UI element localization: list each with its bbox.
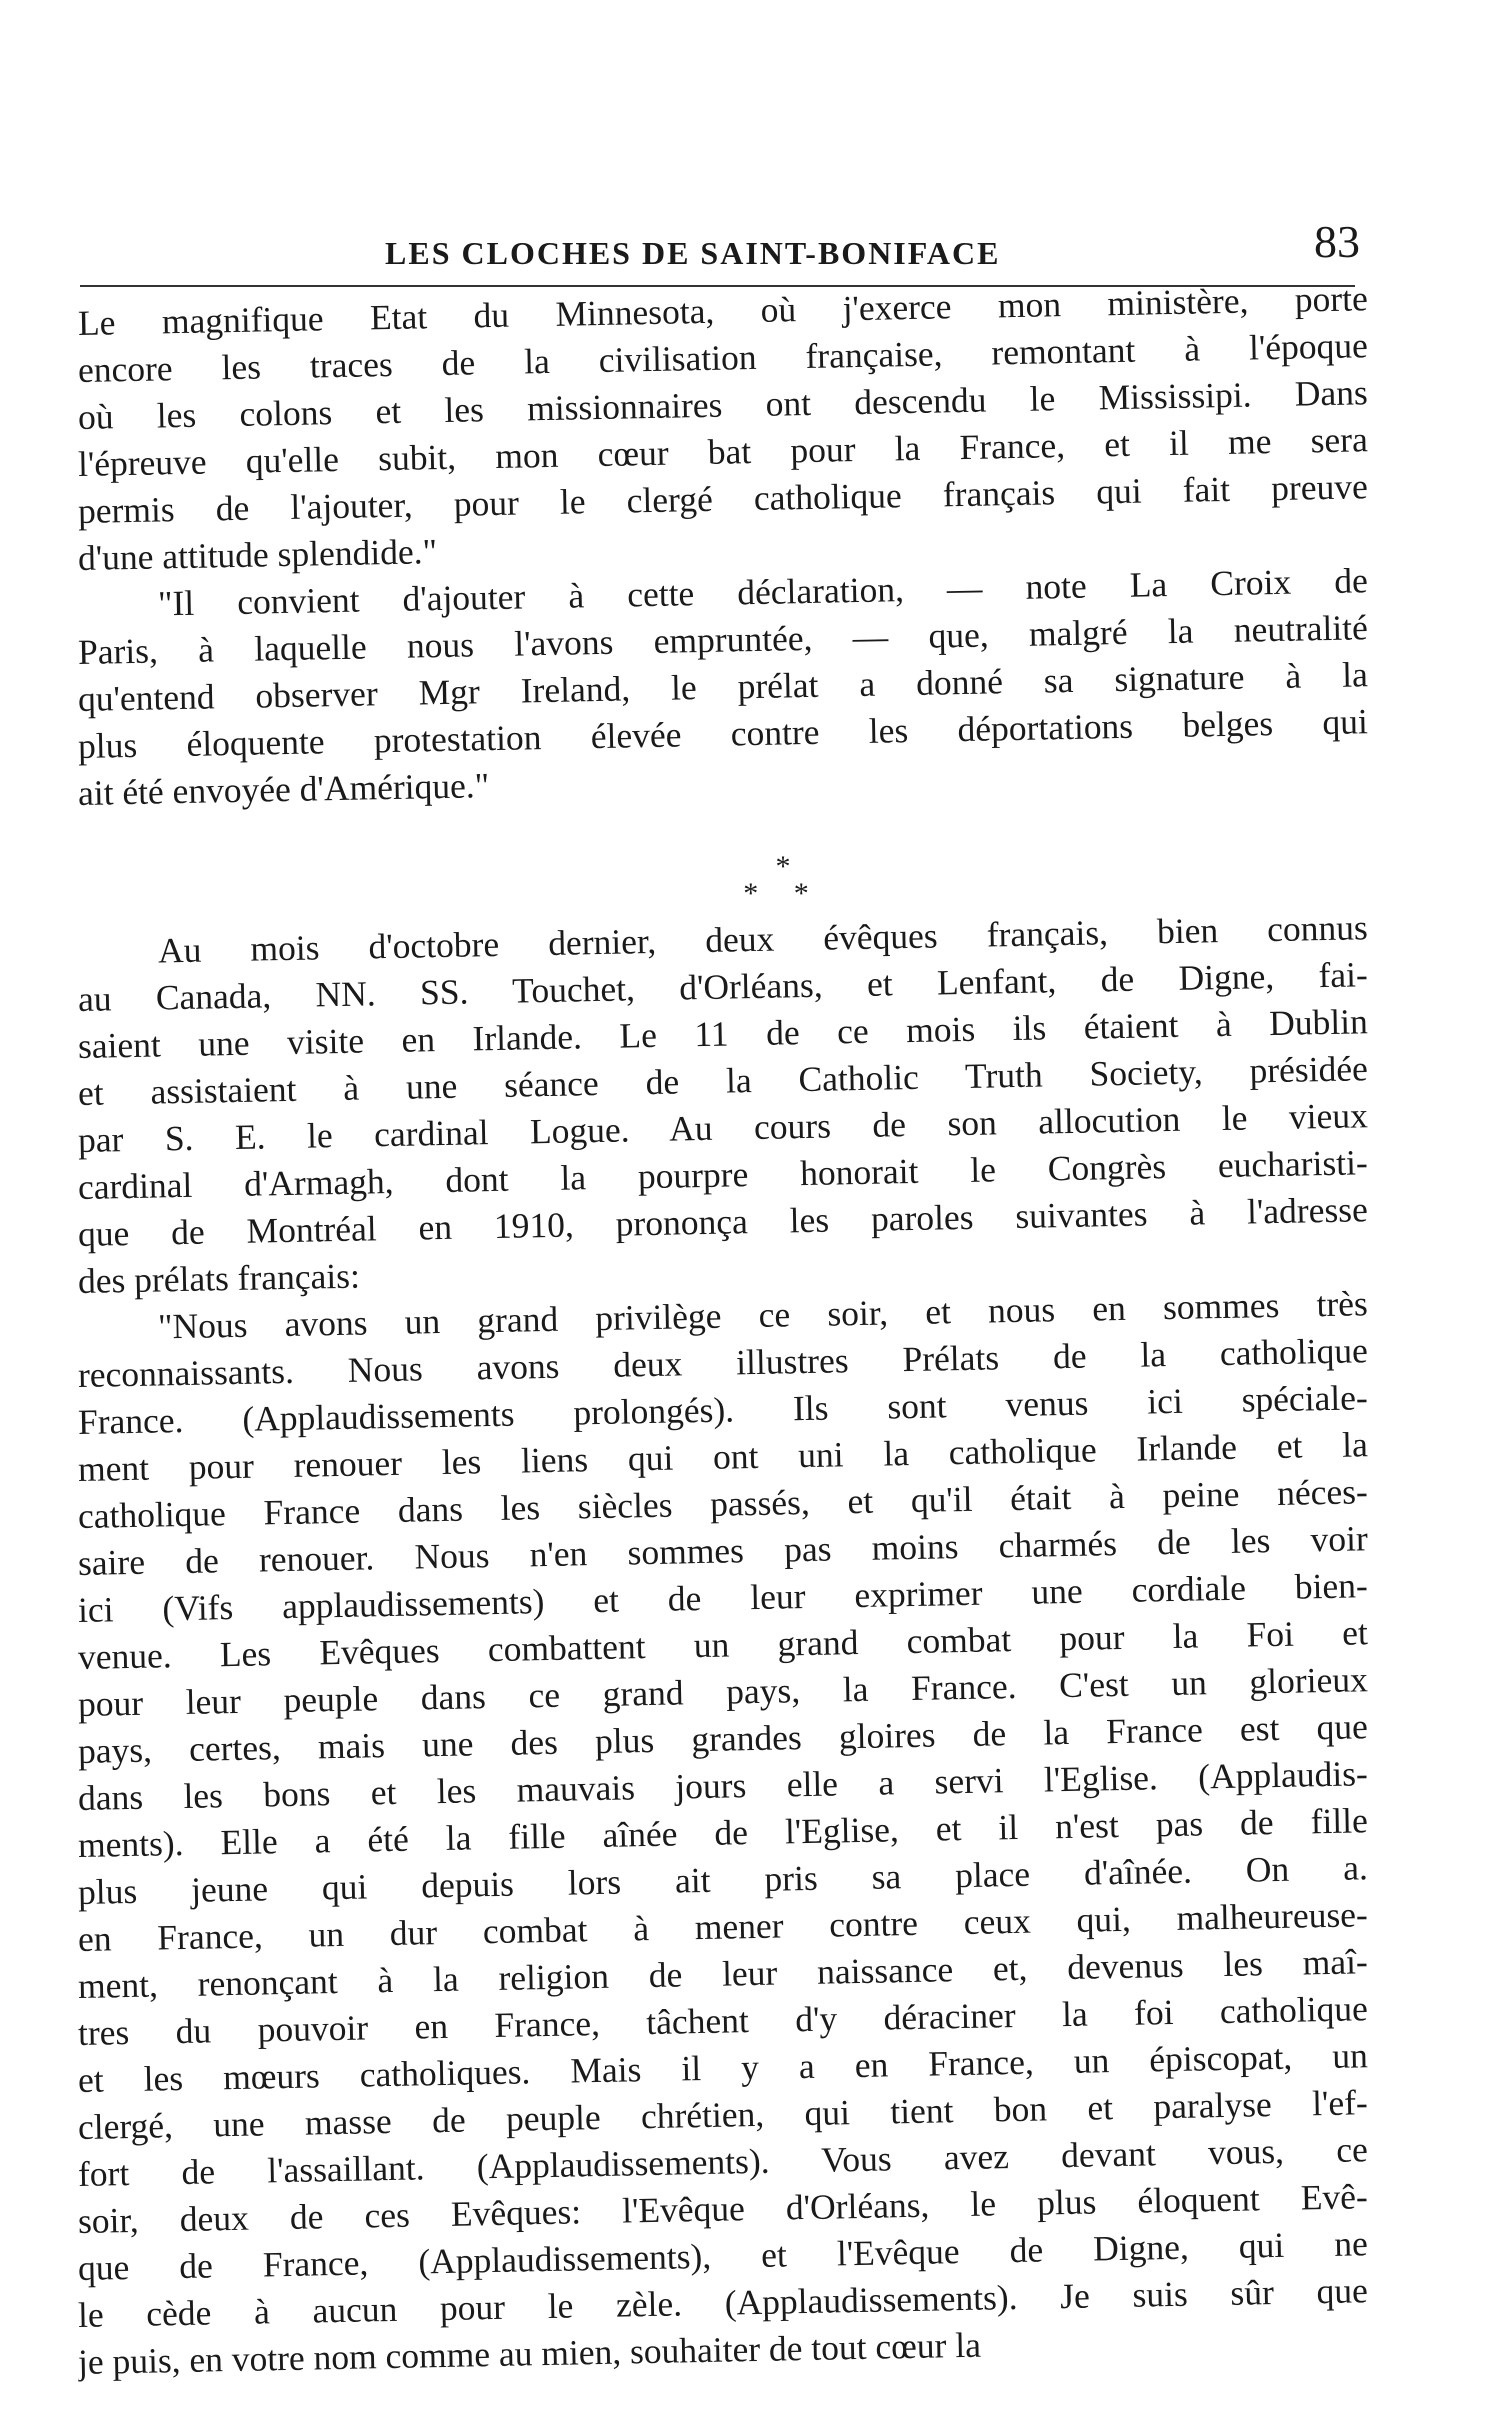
- text-line: plus éloquente protestation élevée contre les déportations belges qui: [77, 701, 1369, 766]
- text-line: France. (Applaudissements prolongés). Ils sont venus ici spéciale-: [77, 1377, 1369, 1442]
- text-line: venue. Les Evêques combattent un grand combat pour la Foi et: [77, 1612, 1369, 1677]
- text-line: tres du pouvoir en France, tâchent d'y déraciner la foi catholique: [77, 1988, 1369, 2053]
- section-ornament: [78, 850, 1368, 911]
- text-line: et les mœurs catholiques. Mais il y a en France, un épiscopat, un: [77, 2035, 1369, 2100]
- text-line: Au mois d'octobre dernier, deux évêques français, bien connus: [157, 907, 1369, 971]
- text-line: saire de renouer. Nous n'en sommes pas moins charmés de les voir: [77, 1518, 1369, 1583]
- text-line: soir, deux de ces Evêques: l'Evêque d'Orléans, le plus éloquent Evê-: [77, 2176, 1369, 2241]
- page-header: [80, 205, 1360, 285]
- text-line: des prélats français:: [77, 1255, 361, 1301]
- text-line: ment pour renouer les liens qui ont uni la catholique Irlande et la: [77, 1424, 1369, 1489]
- text-line: encore les traces de la civilisation française, remontant à l'époque: [77, 325, 1369, 390]
- text-line: je puis, en votre nom comme au mien, souhaiter de tout cœur la: [77, 2324, 982, 2382]
- text-line: saient une visite en Irlande. Le 11 de ce mois ils étaient à Dublin: [77, 1001, 1369, 1066]
- text-line: que de France, (Applaudissements), et l'Evêque de Digne, qui ne: [77, 2223, 1369, 2288]
- text-line: ait été envoyée d'Amérique.": [77, 765, 490, 813]
- text-line: permis de l'ajouter, pour le clergé catholique français qui fait preuve: [77, 466, 1369, 531]
- text-line: Le magnifique Etat du Minnesota, où j'exerce mon ministère, porte: [77, 278, 1369, 343]
- text-line: "Nous avons un grand privilège ce soir, et nous en sommes très: [157, 1283, 1369, 1347]
- text-line: qu'entend observer Mgr Ireland, le prélat a donné sa signature à la: [77, 654, 1369, 719]
- text-line: catholique France dans les siècles passés, et qu'il était à peine néces-: [77, 1471, 1369, 1536]
- spacer: [78, 817, 1368, 857]
- asterism-bottom: * *: [743, 877, 823, 910]
- text-line: "Il convient d'ajouter à cette déclaration, — note La Croix de: [157, 560, 1369, 624]
- text-line: Paris, à laquelle nous l'avons empruntée, — que, malgré la neutralité: [77, 607, 1369, 672]
- body-text: [77, 278, 1369, 2386]
- text-line: que de Montréal en 1910, prononça les paroles suivantes à l'adresse: [77, 1189, 1369, 1254]
- text-line: dans les bons et les mauvais jours elle a servi l'Eglise. (Applaudis-: [77, 1753, 1369, 1818]
- text-line: plus jeune qui depuis lors ait pris sa place d'aînée. On a.: [77, 1847, 1369, 1912]
- text-line: d'une attitude splendide.": [77, 531, 438, 578]
- text-line: cardinal d'Armagh, dont la pourpre honorait le Congrès eucharisti-: [77, 1142, 1369, 1207]
- text-line: fort de l'assaillant. (Applaudissements). Vous avez devant vous, ce: [77, 2129, 1369, 2194]
- text-line: ments). Elle a été la fille aînée de l'Eglise, et il n'est pas de fille: [77, 1800, 1369, 1865]
- text-line: clergé, une masse de peuple chrétien, qui tient bon et paralyse l'ef-: [77, 2082, 1369, 2147]
- text-line: pays, certes, mais une des plus grandes gloires de la France est que: [77, 1706, 1369, 1771]
- text-line: reconnaissants. Nous avons deux illustres Prélats de la catholique: [77, 1330, 1369, 1395]
- text-line: pour leur peuple dans ce grand pays, la France. C'est un glorieux: [77, 1659, 1369, 1724]
- page-number: 83: [1314, 216, 1360, 267]
- running-head: LES CLOCHES DE SAINT-BONIFACE: [385, 235, 1001, 271]
- paragraph-continuation: [77, 278, 1369, 582]
- text-line: ici (Vifs applaudissements) et de leur exprimer une cordiale bien-: [77, 1565, 1369, 1630]
- text-line: au Canada, NN. SS. Touchet, d'Orléans, et Lenfant, de Digne, fai-: [77, 954, 1369, 1019]
- text-line: l'épreuve qu'elle subit, mon cœur bat pour la France, et il me sera: [77, 419, 1369, 484]
- text-line: ment, renonçant à la religion de leur naissance et, devenus les maî-: [77, 1941, 1369, 2006]
- text-line: par S. E. le cardinal Logue. Au cours de son allocution le vieux: [77, 1095, 1369, 1160]
- text-line: où les colons et les missionnaires ont descendu le Mississipi. Dans: [77, 372, 1369, 437]
- paragraph-la-croix: [77, 560, 1369, 817]
- asterism-top: *: [775, 850, 791, 883]
- paragraph-eveques: [77, 907, 1369, 1305]
- paragraph-discours: [77, 1283, 1369, 2386]
- text-line: et assistaient à une séance de la Catholic Truth Society, présidée: [77, 1048, 1369, 1113]
- text-line: le cède à aucun pour le zèle. (Applaudissements). Je suis sûr que: [77, 2270, 1369, 2335]
- text-line: en France, un dur combat à mener contre ceux qui, malheureuse-: [77, 1894, 1369, 1959]
